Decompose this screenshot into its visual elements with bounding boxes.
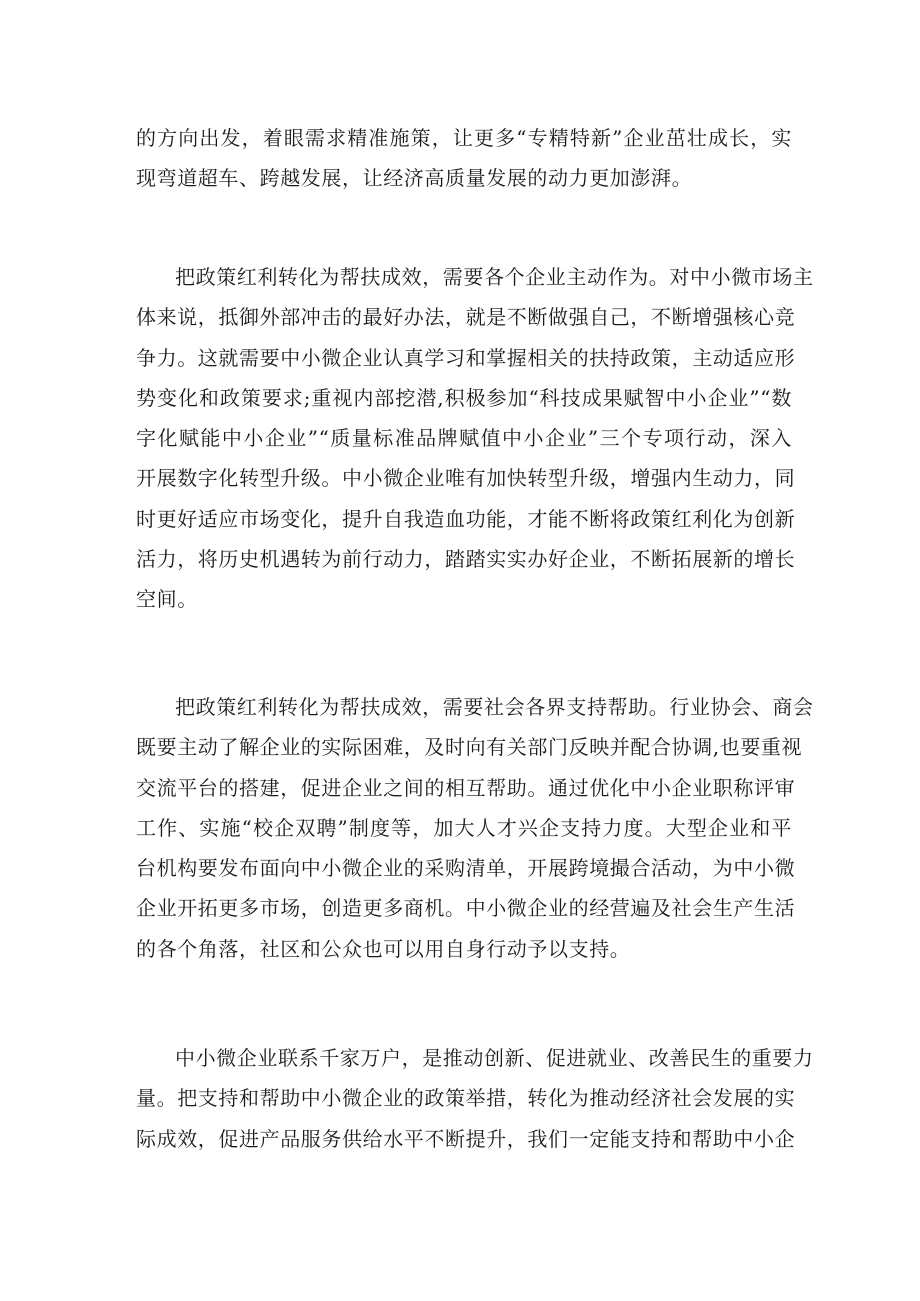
text-line: 量。把支持和帮助中小微企业的政策举措，转化为推动经济社会发展的实	[136, 1086, 796, 1111]
paragraph-conclusion	[136, 1038, 814, 1159]
text-line: 字化赋能中小企业”“质量标准品牌赋值中小企业”三个专项行动，深入	[136, 426, 792, 451]
text-line: 空间。	[136, 587, 198, 612]
text-line: 既要主动了解企业的实际困难，及时向有关部门反映并配合协调,也要重视	[136, 735, 803, 760]
text-line: 把政策红利转化为帮扶成效，需要社会各界支持帮助。行业协会、商会	[175, 695, 814, 719]
paragraph-society-support	[136, 687, 814, 969]
text-line: 交流平台的搭建，促进企业之间的相互帮助。通过优化中小企业职称评审	[136, 775, 796, 800]
text-line: 势变化和政策要求;重视内部挖潜,积极参加“科技成果赋智中小企业”“数	[136, 385, 792, 410]
text-line: 时更好适应市场变化，提升自我造血功能，才能不断将政策红利化为创新	[136, 506, 796, 531]
paragraph-enterprise-action	[136, 257, 814, 620]
text-line: 体来说，抵御外部冲击的最好办法，就是不断做强自己，不断增强核心竞	[136, 305, 796, 330]
text-line: 把政策红利转化为帮扶成效，需要各个企业主动作为。对中小微市场主	[175, 265, 814, 289]
text-line: 的各个角落，社区和公众也可以用自身行动予以支持。	[136, 936, 631, 961]
text-line: 台机构要发布面向中小微企业的采购清单，开展跨境撮合活动，为中小微	[136, 856, 796, 881]
text-line: 活力，将历史机遇转为前行动力，踏踏实实办好企业，不断拓展新的增长	[136, 547, 796, 572]
text-line: 现弯道超车、跨越发展，让经济高质量发展的动力更加澎湃。	[136, 166, 693, 191]
text-line: 的方向出发，着眼需求精准施策，让更多“专精特新”企业茁壮成长，实	[136, 126, 792, 150]
text-line: 工作、实施“校企双聘”制度等，加大人才兴企支持力度。大型企业和平	[136, 815, 792, 840]
text-line: 企业开拓更多市场，创造更多商机。中小微企业的经营遍及社会生产生活	[136, 896, 796, 921]
text-line: 争力。这就需要中小微企业认真学习和掌握相关的扶持政策，主动适应形	[136, 345, 796, 370]
text-line: 际成效，促进产品服务供给水平不断提升，我们一定能支持和帮助中小企	[136, 1126, 796, 1151]
text-line: 中小微企业联系千家万户，是推动创新、促进就业、改善民生的重要力	[175, 1046, 814, 1070]
paragraph-continuation	[136, 118, 792, 199]
text-line: 开展数字化转型升级。中小微企业唯有加快转型升级，增强内生动力，同	[136, 466, 796, 491]
